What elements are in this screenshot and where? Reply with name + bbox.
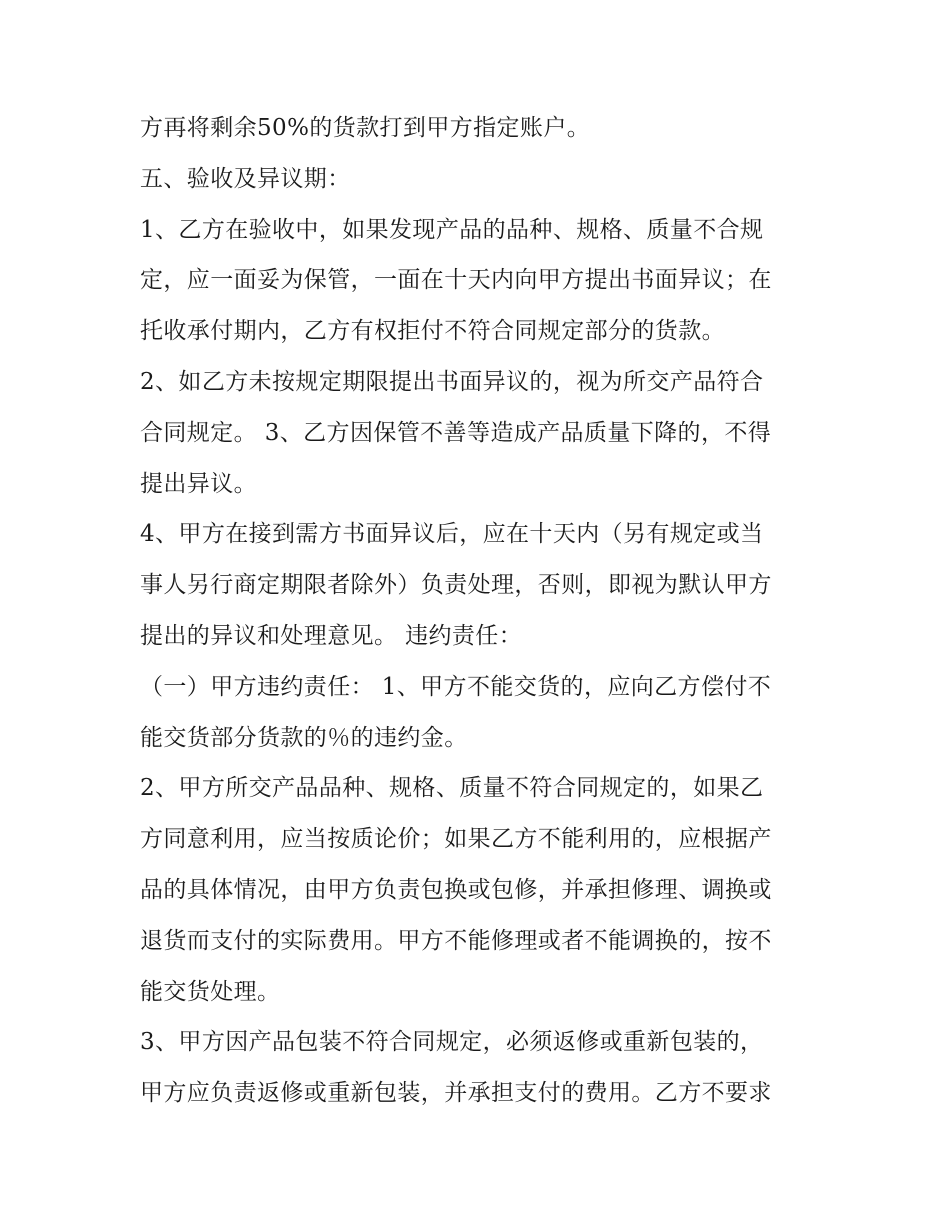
text-line: 方同意利用，应当按质论价；如果乙方不能利用的，应根据产	[140, 826, 772, 853]
text-line: 事人另行商定期限者除外）负责处理，否则，即视为默认甲方	[140, 572, 772, 599]
document-body	[140, 103, 812, 1119]
text-line: 4、甲方在接到需方书面异议后，应在十天内（另有规定或当	[140, 521, 764, 548]
text-line: 定，应一面妥为保管，一面在十天内向甲方提出书面异议；在	[140, 267, 772, 294]
text-line: 3、甲方因产品包装不符合同规定，必须返修或重新包装的，	[140, 1029, 764, 1056]
text-line: 甲方应负责返修或重新包装，并承担支付的费用。乙方不要求	[140, 1080, 772, 1107]
text-line: 方再将剩余50%的货款打到甲方指定账户。	[140, 115, 591, 141]
text-line: 合同规定。 3、乙方因保管不善等造成产品质量下降的，不得	[140, 419, 772, 446]
text-line: 提出的异议和处理意见。 违约责任：	[140, 622, 523, 649]
text-line: 能交货处理。	[140, 978, 281, 1005]
text-line: 品的具体情况，由甲方负责包换或包修，并承担修理、调换或	[140, 876, 772, 903]
text-line: 提出异议。	[140, 470, 257, 497]
text-line: 1、乙方在验收中，如果发现产品的品种、规格、质量不合规	[140, 216, 764, 243]
text-line: 能交货部分货款的％的违约金。	[140, 724, 468, 751]
text-line: 2、如乙方未按规定期限提出书面异议的，视为所交产品符合	[140, 368, 764, 395]
text-line: （一）甲方违约责任： 1、甲方不能交货的，应向乙方偿付不	[140, 673, 772, 700]
text-line: 2、甲方所交产品品种、规格、质量不符合同规定的，如果乙	[140, 775, 764, 802]
text-line: 托收承付期内，乙方有权拒付不符合同规定部分的货款。	[140, 318, 725, 345]
text-line: 退货而支付的实际费用。甲方不能修理或者不能调换的，按不	[140, 927, 772, 954]
section-heading: 五、验收及异议期：	[140, 165, 351, 192]
